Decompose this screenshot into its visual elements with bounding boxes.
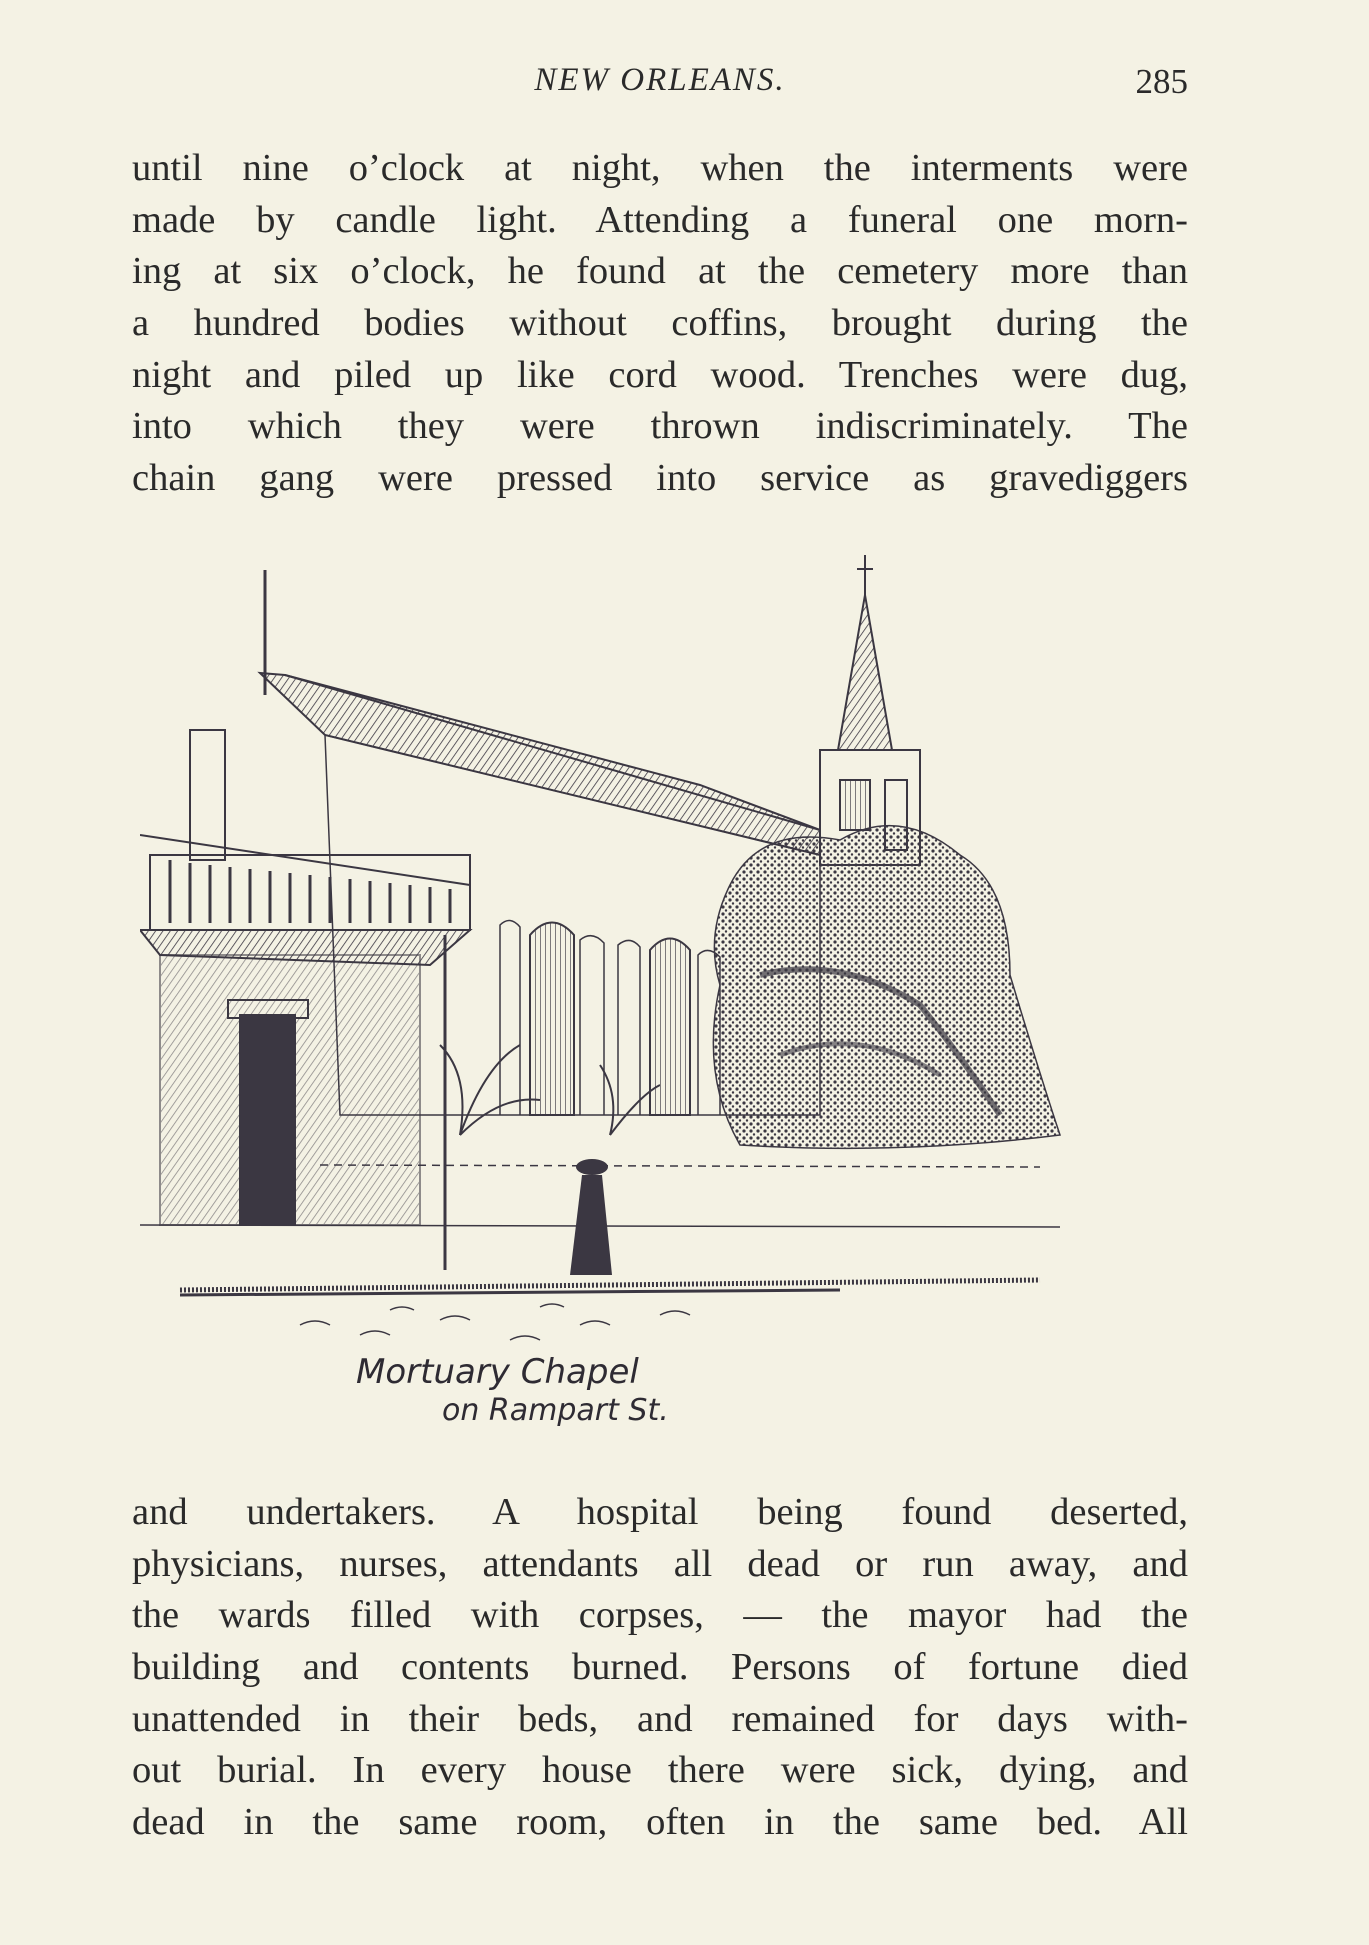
illustration-mortuary-chapel xyxy=(140,555,1180,1470)
cobblestones xyxy=(300,1304,690,1340)
text-line: building and contents burned. Persons of fortune died xyxy=(132,1646,1188,1689)
roof xyxy=(260,673,820,855)
running-head xyxy=(132,62,1188,112)
chapel-drawing xyxy=(140,555,1180,1355)
balcony-building xyxy=(140,730,470,1270)
text-line: into which they were thrown indiscriminately. The xyxy=(132,405,1188,448)
text-line: until nine o’clock at night, when the interments were xyxy=(132,147,1188,189)
text-line: dead in the same room, often in the same bed. All xyxy=(132,1801,1188,1844)
nun-figure xyxy=(570,1159,612,1275)
caption-line-1: Mortuary Chapel xyxy=(356,1352,639,1392)
text-line: ing at six o’clock, he found at the cemetery more than xyxy=(132,250,1188,293)
text-line: out burial. In every house there were sick, dying, and xyxy=(132,1749,1188,1792)
body-text-top xyxy=(132,143,1188,505)
text-line: made by candle light. Attending a funeral one morn- xyxy=(132,198,1188,241)
caption-line-2: on Rampart St. xyxy=(442,1393,669,1428)
steeple xyxy=(820,555,920,865)
page-number: 285 xyxy=(1135,62,1188,101)
text-line: the wards filled with corpses, — the mayor had the xyxy=(132,1594,1188,1637)
text-line: unattended in their beds, and remained for days with- xyxy=(132,1697,1188,1740)
foliage xyxy=(713,826,1060,1149)
body-text-bottom xyxy=(132,1487,1188,1849)
running-title: NEW ORLEANS. xyxy=(534,62,786,98)
text-line: chain gang were pressed into service as gravediggers xyxy=(132,457,1188,500)
text-line: and undertakers. A hospital being found deserted, xyxy=(132,1491,1188,1533)
text-line: night and piled up like cord wood. Trenches were dug, xyxy=(132,353,1188,396)
text-line: a hundred bodies without coffins, brought during the xyxy=(132,302,1188,345)
text-line: physicians, nurses, attendants all dead or run away, and xyxy=(132,1542,1188,1585)
